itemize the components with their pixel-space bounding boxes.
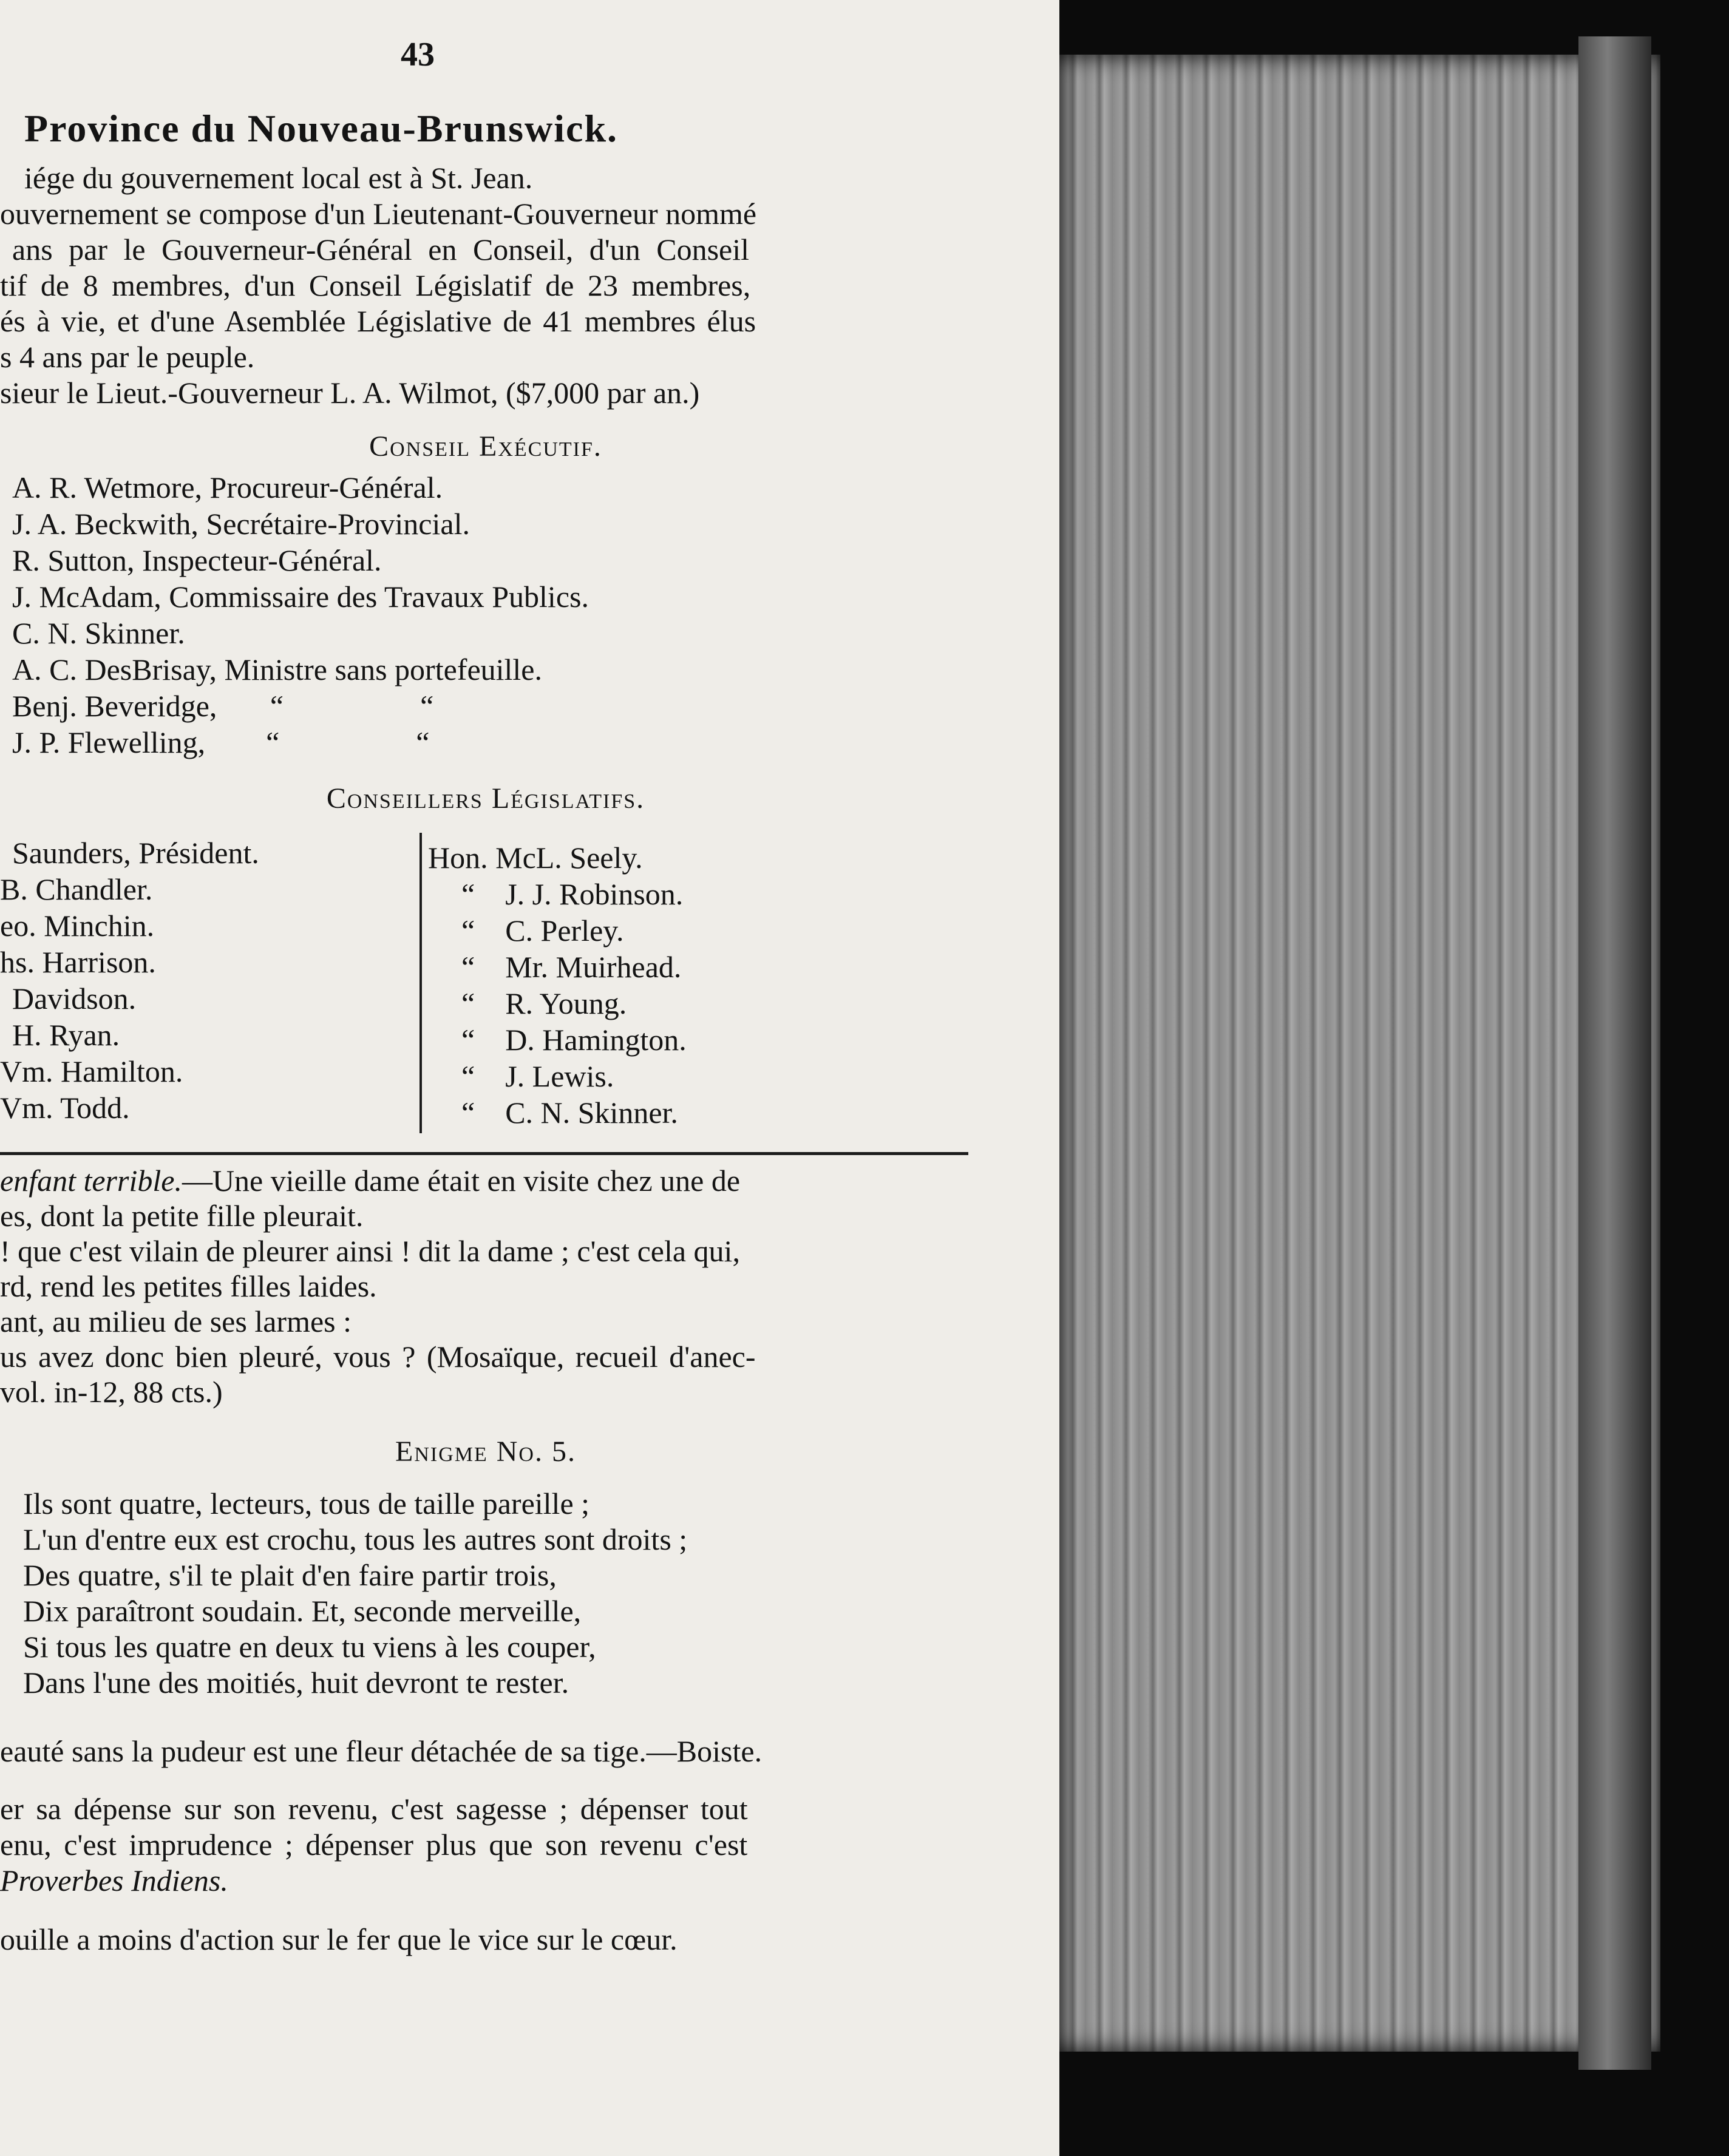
intro-line: iége du gouvernement local est à St. Jean. xyxy=(24,161,533,195)
enigme-line: Si tous les quatre en deux tu viens à les couper, xyxy=(23,1630,596,1664)
anecdote-line: us avez donc bien pleuré, vous ? (Mosaïque, recueil d'anec- xyxy=(0,1340,756,1374)
anecdote-line: ! que c'est vilain de pleurer ainsi ! dit la dame ; c'est cela qui, xyxy=(0,1234,740,1268)
enigme-line: Dix paraîtront soudain. Et, seconde merveille, xyxy=(23,1594,582,1628)
page-edges xyxy=(1059,55,1660,2052)
anecdote-line: ant, au milieu de ses larmes : xyxy=(0,1304,352,1338)
legislative-right-member: “ C. Perley. xyxy=(461,914,624,947)
executive-member: R. Sutton, Inspecteur-Général. xyxy=(12,543,382,577)
enigme-line: Dans l'une des moitiés, huit devront te rester. xyxy=(23,1666,569,1700)
intro-line: és à vie, et d'une Asemblée Législative de 41 membres élus xyxy=(0,304,756,338)
legislative-right-member: “ Mr. Muirhead. xyxy=(461,950,682,984)
legislative-right-member: Hon. McL. Seely. xyxy=(428,841,643,875)
maxim-beaute: eauté sans la pudeur est une fleur détachée de sa tige.—Boiste. xyxy=(0,1734,763,1768)
executive-member: J. McAdam, Commissaire des Travaux Publics. xyxy=(12,580,589,614)
legislative-right-member: “ C. N. Skinner. xyxy=(461,1096,678,1130)
anecdote-text: —Une vieille dame était en visite chez une de xyxy=(182,1164,741,1198)
intro-line: s 4 ans par le peuple. xyxy=(0,340,255,374)
intro-line: tif de 8 membres, d'un Conseil Législatif de 23 membres, xyxy=(0,268,751,302)
executive-member: C. N. Skinner. xyxy=(12,616,185,650)
maxim-depense-line: er sa dépense sur son revenu, c'est sagesse ; dépenser tout xyxy=(0,1792,748,1826)
anecdote-line: vol. in-12, 88 cts.) xyxy=(0,1375,223,1409)
executive-member: A. C. DesBrisay, Ministre sans portefeuille. xyxy=(12,653,542,686)
section-rule xyxy=(0,1152,968,1155)
executive-member: Benj. Beveridge, “ “ xyxy=(12,689,434,723)
enigme-heading: Enigme No. 5. xyxy=(395,1436,576,1468)
maxim-depense-line: enu, c'est imprudence ; dépenser plus que son revenu c'est xyxy=(0,1828,748,1862)
executive-member: A. R. Wetmore, Procureur-Général. xyxy=(12,470,443,504)
legislative-right-member: “ R. Young. xyxy=(461,986,627,1020)
intro-line: ans par le Gouverneur-Général en Conseil, d'un Conseil xyxy=(12,232,750,266)
intro-line: ouvernement se compose d'un Lieutenant-Gouverneur nommé xyxy=(0,197,757,231)
intro-line: sieur le Lieut.-Gouverneur L. A. Wilmot, ($7,000 par an.) xyxy=(0,376,700,410)
enigme-line: L'un d'entre eux est crochu, tous les autres sont droits ; xyxy=(23,1522,688,1556)
legislative-left-member: Vm. Todd. xyxy=(0,1091,130,1125)
legislative-left-member: B. Chandler. xyxy=(0,872,153,906)
legislative-right-member: “ D. Hamington. xyxy=(461,1023,687,1057)
enigme-line: Des quatre, s'il te plait d'en faire partir trois, xyxy=(23,1558,557,1592)
legislative-left-member: Saunders, Président. xyxy=(12,836,259,870)
legislative-left-member: Davidson. xyxy=(12,981,137,1015)
anecdote-line: es, dont la petite fille pleurait. xyxy=(0,1199,364,1233)
legislative-left-member: hs. Harrison. xyxy=(0,945,156,979)
legislative-right-member: “ J. J. Robinson. xyxy=(461,877,684,911)
legislative-left-member: Vm. Hamilton. xyxy=(0,1054,183,1088)
executive-heading: Conseil Exécutif. xyxy=(369,430,602,463)
anecdote-line: rd, rend les petites filles laides. xyxy=(0,1269,377,1303)
executive-member: J. A. Beckwith, Secrétaire-Provincial. xyxy=(12,507,470,541)
page-number: 43 xyxy=(401,36,435,73)
page-title: Province du Nouveau-Brunswick. xyxy=(24,107,619,150)
maxim-rouille: ouille a moins d'action sur le fer que le vice sur le cœur. xyxy=(0,1922,678,1956)
maxim-source: Proverbes Indiens. xyxy=(0,1863,228,1897)
legislative-left-member: H. Ryan. xyxy=(12,1018,120,1052)
anecdote-title: enfant terrible. xyxy=(0,1164,182,1198)
enigme-line: Ils sont quatre, lecteurs, tous de taille pareille ; xyxy=(23,1486,590,1520)
book-spine-shadow xyxy=(1578,36,1651,2070)
legislative-left-member: eo. Minchin. xyxy=(0,909,155,943)
legislative-right-member: “ J. Lewis. xyxy=(461,1059,614,1093)
column-divider xyxy=(420,833,422,1133)
legislative-heading: Conseillers Législatifs. xyxy=(326,782,645,815)
executive-member: J. P. Flewelling, “ “ xyxy=(12,725,430,759)
anecdote-line xyxy=(0,1165,740,1196)
